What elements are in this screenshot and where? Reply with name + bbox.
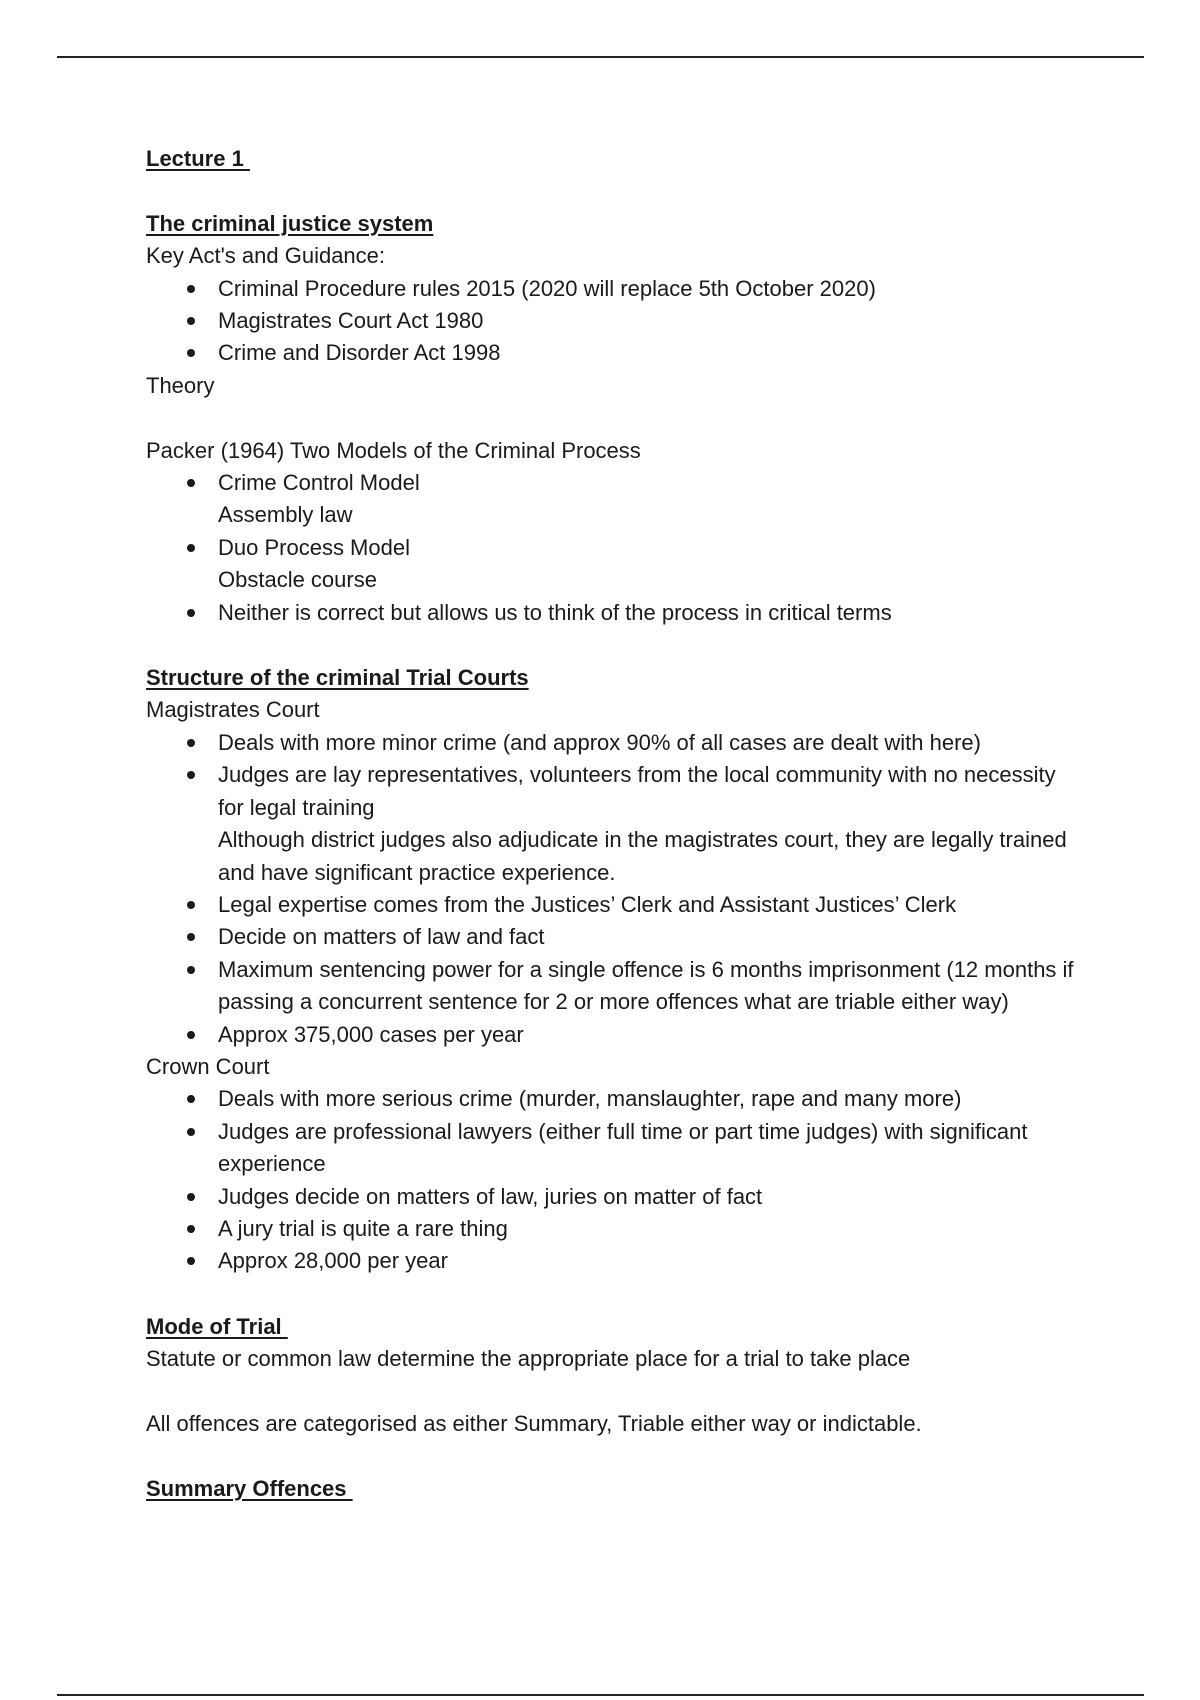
- list-item: Crime and Disorder Act 1998: [146, 337, 1086, 369]
- lecture-title: Lecture 1: [146, 146, 250, 171]
- offence-categories-text: All offences are categorised as either Summary, Triable either way or indictable.: [146, 1410, 922, 1436]
- magistrates-list: [146, 727, 1086, 824]
- spacer: [146, 1440, 1086, 1472]
- list-item: Judges are professional lawyers (either full time or part time judges) with significant experience: [146, 1116, 1086, 1181]
- magistrates-list-cont: [146, 889, 1086, 1051]
- spacer: [146, 1278, 1086, 1311]
- list-item: Judges decide on matters of law, juries on matter of fact: [146, 1181, 1086, 1213]
- list-item: Legal expertise comes from the Justices’ Clerk and Assistant Justices’ Clerk: [146, 889, 1086, 921]
- list-item: Judges are lay representatives, volunteers from the local community with no necessity for legal training: [146, 759, 1086, 824]
- document-body: [146, 143, 1086, 1505]
- list-item: Deals with more minor crime (and approx 90% of all cases are dealt with here): [146, 727, 1086, 759]
- theory-label: Theory: [146, 372, 215, 398]
- district-judges-note: Although district judges also adjudicate in the magistrates court, they are legally trained and have significant practice experience.: [218, 827, 1073, 885]
- list-item: Neither is correct but allows us to think of the process in critical terms: [146, 597, 1086, 629]
- top-rule: [57, 56, 1144, 58]
- list-item: Approx 28,000 per year: [146, 1245, 1086, 1277]
- list-item: Decide on matters of law and fact: [146, 921, 1086, 953]
- section-heading-summary-offences: Summary Offences: [146, 1475, 353, 1501]
- model-note: Obstacle course: [218, 567, 377, 593]
- crown-list: [146, 1083, 1086, 1277]
- section-heading-criminal-justice-system: The criminal justice system: [146, 210, 434, 236]
- models-list-cont: [146, 532, 1086, 564]
- list-item: A jury trial is quite a rare thing: [146, 1213, 1086, 1245]
- list-item: [146, 467, 1086, 499]
- mode-of-trial-text: Statute or common law determine the appropriate place for a trial to take place: [146, 1346, 911, 1372]
- list-item: [146, 532, 1086, 564]
- list-item: Magistrates Court Act 1980: [146, 305, 1086, 337]
- list-item: Deals with more serious crime (murder, manslaughter, rape and many more): [146, 1083, 1086, 1115]
- bottom-rule: [57, 1694, 1144, 1696]
- spacer: [146, 1376, 1086, 1408]
- spacer: [146, 629, 1086, 662]
- model-name: Crime Control Model: [218, 470, 420, 496]
- spacer: [146, 175, 1086, 207]
- packer-reference: Packer (1964) Two Models of the Criminal Process: [146, 437, 641, 463]
- list-item: Criminal Procedure rules 2015 (2020 will replace 5th October 2020): [146, 273, 1086, 305]
- section-heading-mode-of-trial: Mode of Trial: [146, 1313, 288, 1339]
- models-list: [146, 467, 1086, 499]
- key-acts-list: [146, 273, 1086, 370]
- model-name: Duo Process Model: [218, 534, 410, 560]
- model-note: Assembly law: [218, 502, 353, 528]
- section-heading-structure: Structure of the criminal Trial Courts: [146, 665, 529, 691]
- list-item: Maximum sentencing power for a single offence is 6 months imprisonment (12 months if passing a concurrent sentence for 2 or more offences what are triable either way): [146, 954, 1086, 1019]
- key-acts-label: Key Act's and Guidance:: [146, 243, 386, 269]
- list-item: Approx 375,000 cases per year: [146, 1019, 1086, 1051]
- crown-court-label: Crown Court: [146, 1053, 270, 1079]
- models-conclusion-list: [146, 597, 1086, 629]
- spacer: [146, 402, 1086, 434]
- magistrates-court-label: Magistrates Court: [146, 697, 320, 723]
